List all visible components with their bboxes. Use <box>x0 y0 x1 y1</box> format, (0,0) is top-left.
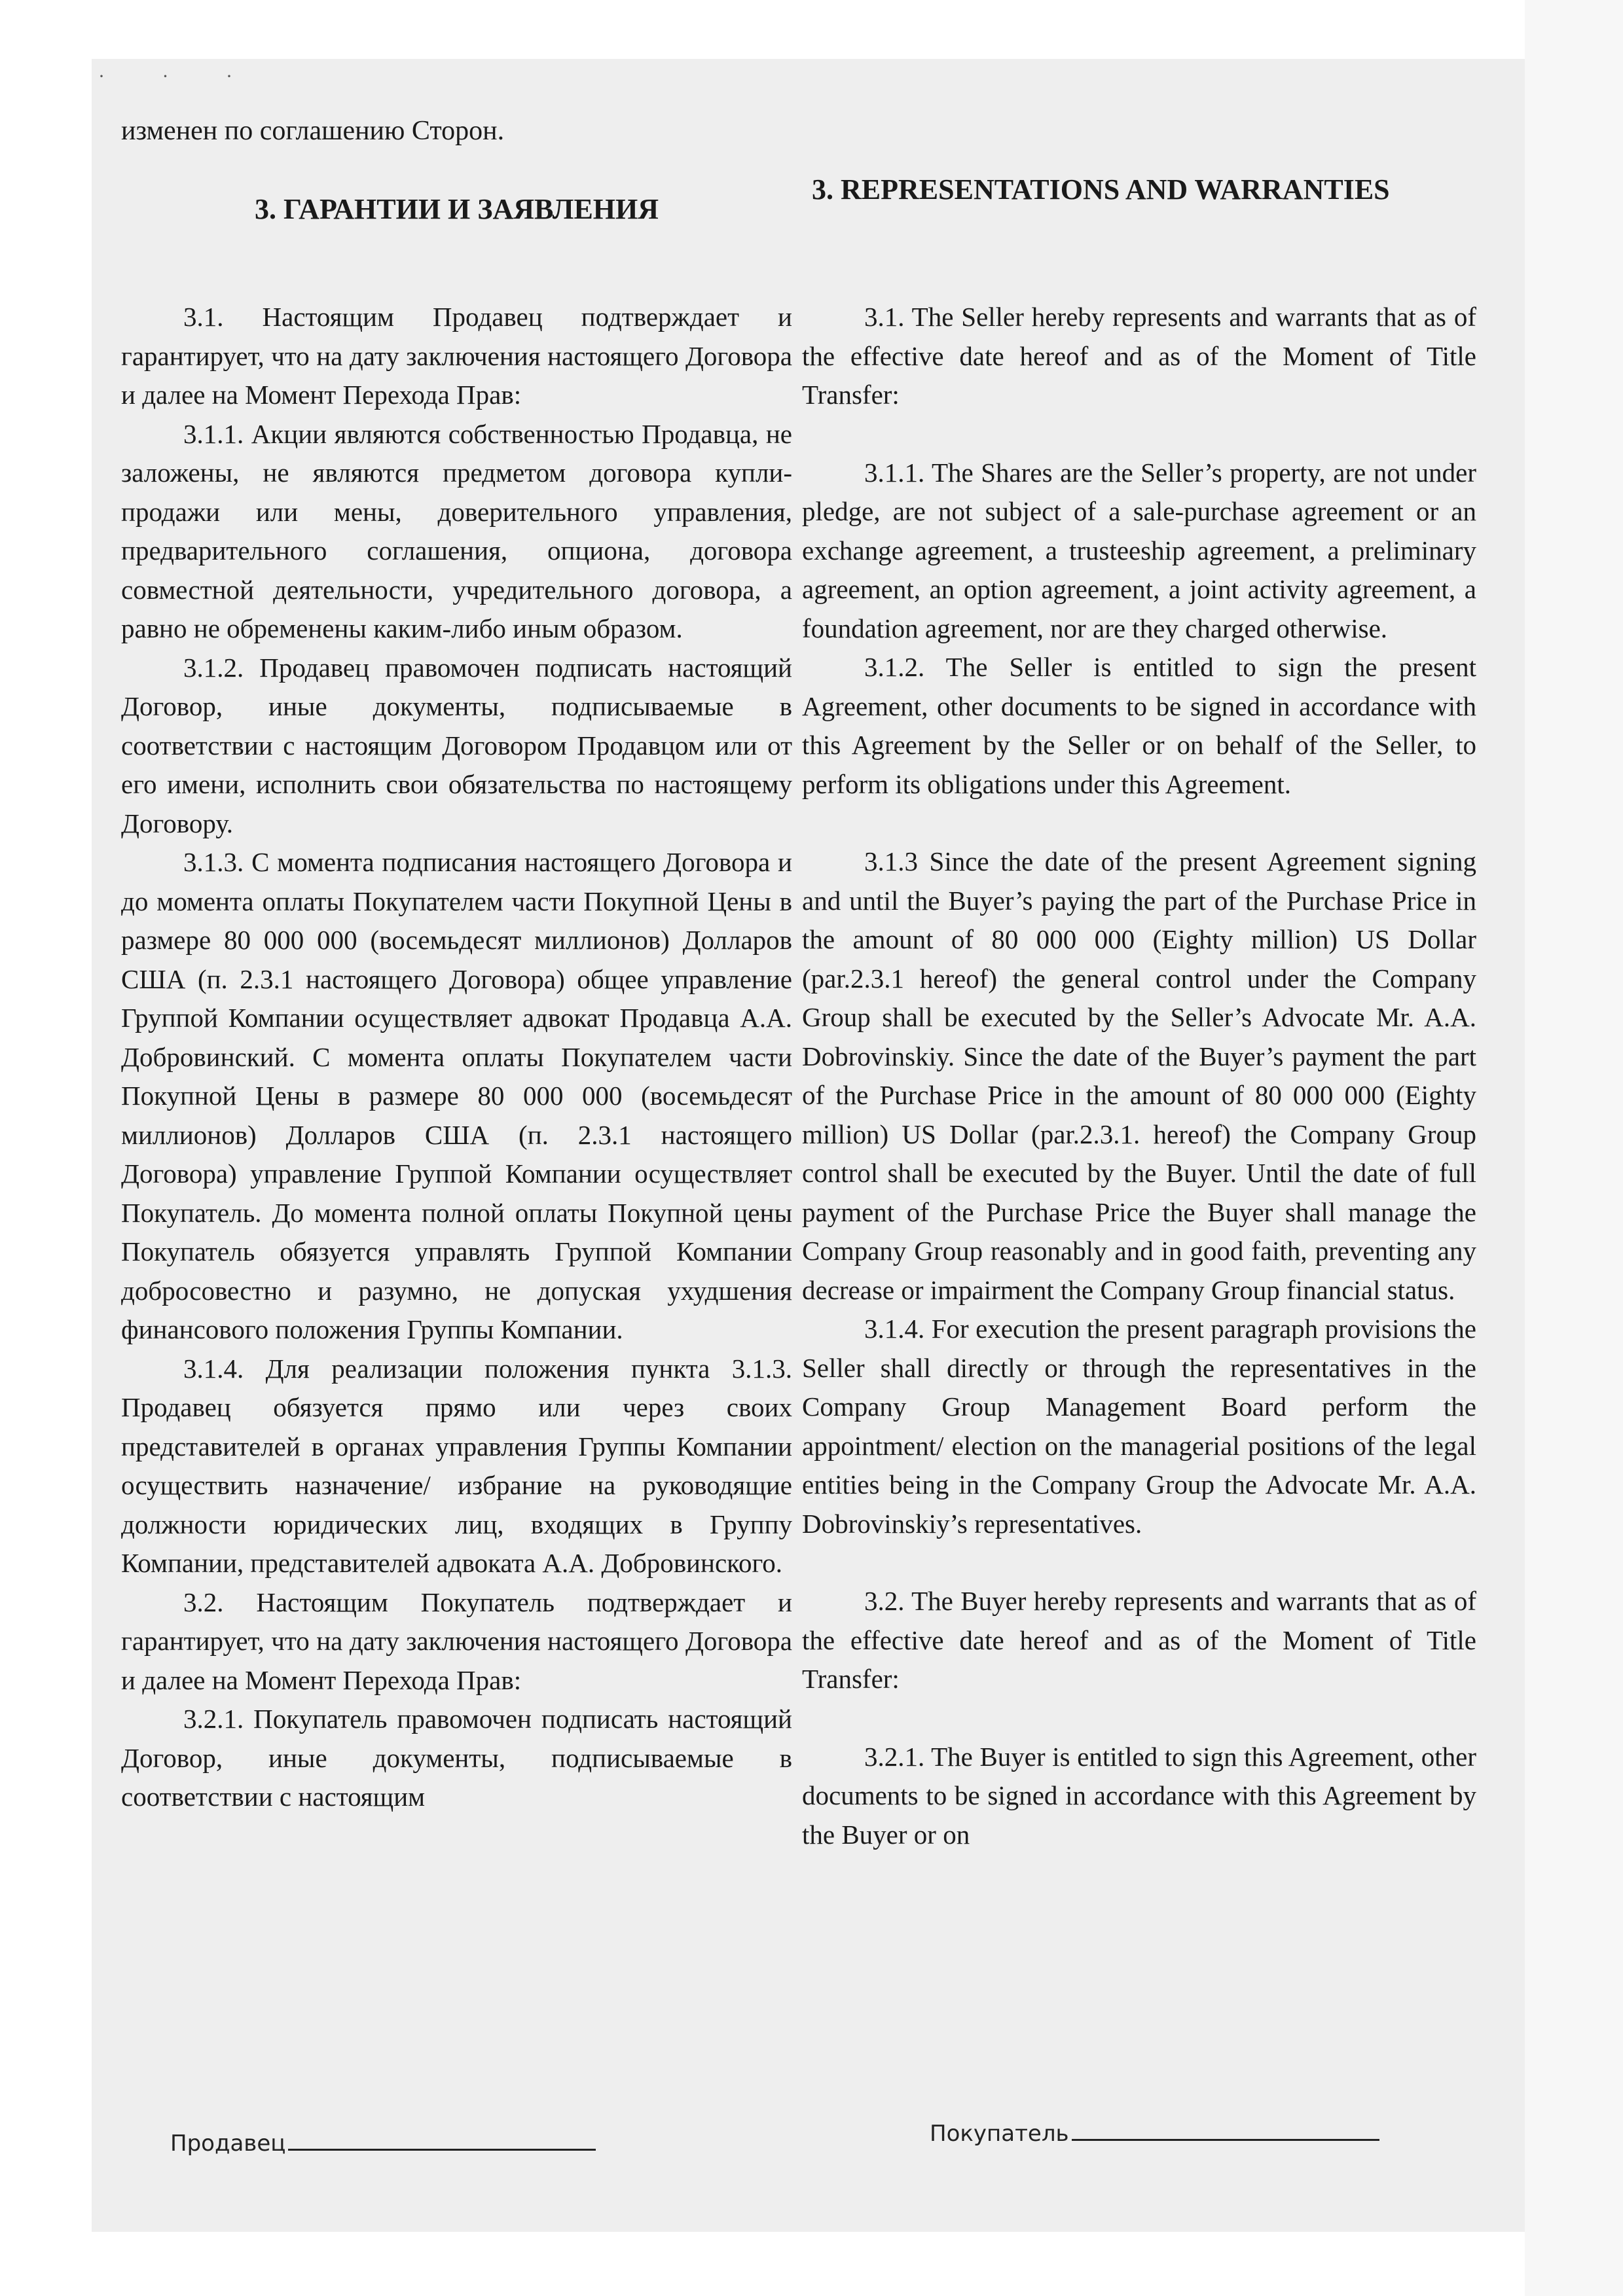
ru-clause-3-1-3: 3.1.3. С момента подписания настоящего Договора и до момента оплаты Покупателем части Покупной Цены в размере 80 000 000 (восемьдесят миллионов) Долларов США (п. 2.3.1 настоящего Договора) общее управление Группой Компании осуществляет адвокат Продавца А.А. Добровинский. С момента оплаты Покупателем части Покупной Цены в размере 80 000 000 (восемьдесят миллионов) Долларов США (п. 2.3.1 настоящего Договора) управление Группой Компании осуществляет Покупатель. До момента полной оплаты Покупной цены Покупатель обязуется управлять Группой Компании добросовестно и разумно, не допуская ухудшения финансового положения Группы Компании. <box>121 847 792 1344</box>
ru-clause-3-2: 3.2. Настоящим Покупатель подтверждает и гарантирует, что на дату заключения настоящего Договора и далее на Момент Перехода Прав: <box>121 1587 792 1695</box>
seller-signature-line <box>288 2129 596 2151</box>
en-clause-3-2: 3.2. The Buyer hereby represents and warrants that as of the effective date hereof and as of the Moment of Title Transfer: <box>802 1586 1476 1694</box>
seller-signature-block <box>170 2127 596 2160</box>
buyer-signature-label: Покупатель <box>930 2121 1069 2147</box>
ru-clause-3-1-2: 3.1.2. Продавец правомочен подписать настоящий Договор, иные документы, подписываемые в соответствии с настоящим Договором Продавцом или от его имени, исполнить свои обязательства по настоящему Договору. <box>121 652 792 838</box>
scan-right-edge <box>1525 0 1623 2296</box>
ru-clause-3-1: 3.1. Настоящим Продавец подтверждает и гарантирует, что на дату заключения настоящего Договора и далее на Момент Перехода Прав: <box>121 302 792 410</box>
scan-specks: · · · <box>98 65 259 87</box>
russian-section-heading: 3. ГАРАНТИИ И ЗАЯВЛЕНИЯ <box>254 193 659 225</box>
ru-clause-3-2-1: 3.2.1. Покупатель правомочен подписать настоящий Договор, иные документы, подписываемые в соответствии с настоящим <box>121 1704 792 1812</box>
english-section-heading: 3. REPRESENTATIONS AND WARRANTIES <box>812 173 1390 206</box>
en-clause-3-2-1: 3.2.1. The Buyer is entitled to sign this Agreement, other documents to be signed in accordance with this Agreement by the Buyer or on <box>802 1741 1476 1850</box>
en-clause-3-1: 3.1. The Seller hereby represents and warrants that as of the effective date hereof and as of the Moment of Title Transfer: <box>802 302 1476 410</box>
russian-column <box>121 170 792 1817</box>
en-clause-3-1-4: 3.1.4. For execution the present paragraph provisions the Seller shall directly or through the representatives in the Company Group Management Board perform the appointment/ election on the managerial positions of the legal entities being in the Company Group the Advocate Mr. A.A. Dobrovinskiy’s representatives. <box>802 1314 1476 1539</box>
en-clause-3-1-2: 3.1.2. The Seller is entitled to sign the present Agreement, other documents to be signed in accordance with this Agreement by the Seller or on behalf of the Seller, to perform its obligations under this Agreement. <box>802 652 1476 799</box>
carryover-text: изменен по соглашению Сторон. <box>121 116 505 146</box>
en-clause-3-1-3: 3.1.3 Since the date of the present Agreement signing and until the Buyer’s paying the part of the Purchase Price in the amount of 80 000 000 (Eighty million) US Dollar (par.2.3.1 hereof) the general control under the Company Group shall be executed by the Seller’s Advocate Mr. A.A. Dobrovinskiy. Since the date of the Buyer’s payment the part of the Purchase Price in the amount of 80 000 000 (Eighty million) US Dollar (par.2.3.1. hereof) the Company Group control shall be executed by the Buyer. Until the date of full payment of the Purchase Price the Buyer shall manage the Company Group reasonably and in good faith, preventing any decrease or impairment the Company Group financial status. <box>802 846 1476 1305</box>
buyer-signature-line <box>1072 2119 1379 2141</box>
ru-clause-3-1-4: 3.1.4. Для реализации положения пункта 3.1.3. Продавец обязуется прямо или через своих представителей в органах управления Группы Компании осуществить назначение/ избрание на руководящие должности юридических лиц, входящих в Группу Компании, представителей адвоката А.А. Добровинского. <box>121 1353 792 1578</box>
buyer-signature-block <box>930 2117 1379 2150</box>
ru-clause-3-1-1: 3.1.1. Акции являются собственностью Продавца, не заложены, не являются предметом договора купли-продажи или мены, доверительного управления, предварительного соглашения, опциона, договора совместной деятельности, учредительного договора, а равно не обременены каким-либо иным образом. <box>121 418 792 643</box>
english-column <box>802 170 1476 1854</box>
seller-signature-label: Продавец <box>170 2130 286 2157</box>
en-clause-3-1-1: 3.1.1. The Shares are the Seller’s property, are not under pledge, are not subject of a sale-purchase agreement or an exchange agreement, a trusteeship agreement, a preliminary agreement, an option agreement, a joint activity agreement, a foundation agreement, nor are they charged otherwise. <box>802 457 1476 643</box>
